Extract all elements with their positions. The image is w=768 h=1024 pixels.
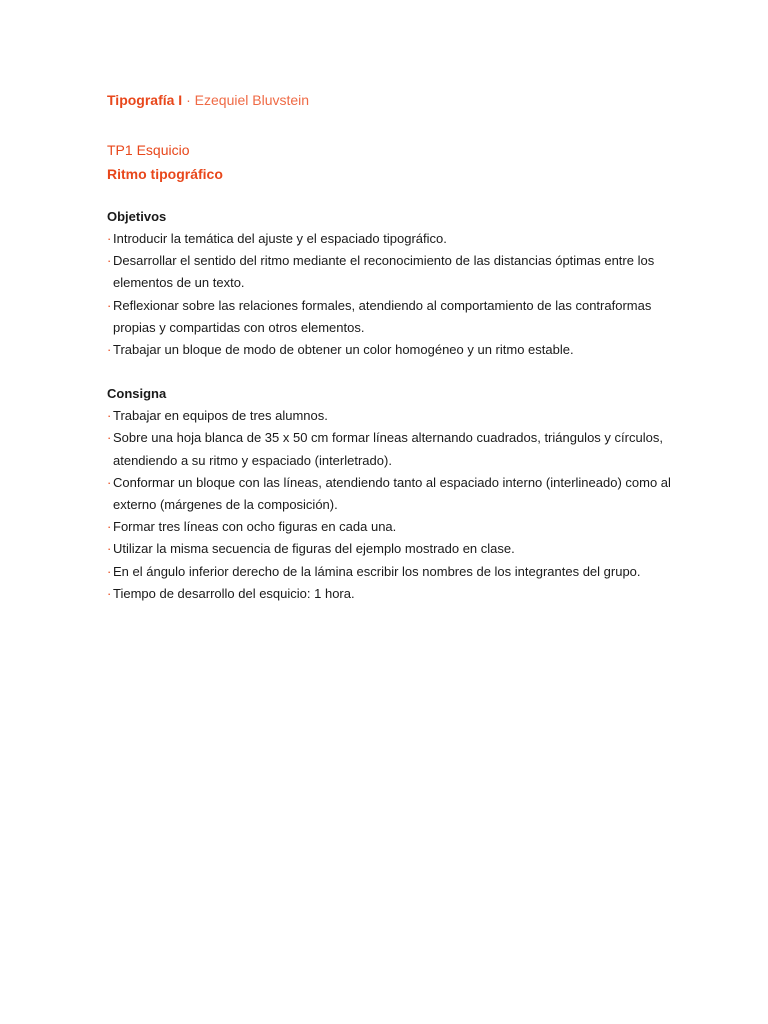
bullet-marker: · bbox=[107, 585, 112, 601]
list-item-text: Introducir la temática del ajuste y el espaciado tipográfico. bbox=[113, 231, 447, 246]
list-item bbox=[107, 472, 677, 516]
list-item-text: Trabajar en equipos de tres alumnos. bbox=[113, 408, 328, 424]
list-item bbox=[107, 295, 677, 339]
bullet-marker: · bbox=[107, 519, 112, 535]
bullet-marker: · bbox=[107, 541, 112, 557]
bullet-marker: · bbox=[107, 342, 112, 358]
list-item bbox=[107, 228, 677, 250]
list-item-text: Formar tres líneas con ocho figuras en cada una. bbox=[113, 519, 397, 535]
bullet-marker: · bbox=[107, 408, 112, 424]
consigna-section bbox=[107, 383, 677, 605]
teacher-name: Ezequiel Bluvstein bbox=[194, 92, 310, 108]
list-item-text: Tiempo de desarrollo del esquicio: 1 hora. bbox=[113, 585, 355, 601]
list-item-text: En el ángulo inferior derecho de la lámina escribir los nombres de los integrantes del grupo. bbox=[113, 563, 641, 579]
bullet-marker: · bbox=[107, 430, 112, 446]
list-item-text: Trabajar un bloque de modo de obtener un color homogéneo y un ritmo estable. bbox=[113, 342, 574, 358]
list-item-text: Sobre una hoja blanca de 35 x 50 cm formar líneas alternando cuadrados, triángulos y círculos, atendiendo a su ritmo y espaciado (interletrado). bbox=[113, 430, 663, 468]
list-item bbox=[107, 538, 677, 560]
bullet-marker: · bbox=[107, 253, 112, 269]
bullet-marker: · bbox=[107, 297, 112, 313]
list-item bbox=[107, 339, 677, 361]
bullet-marker: · bbox=[107, 563, 112, 579]
list-item bbox=[107, 583, 677, 605]
list-item bbox=[107, 250, 677, 294]
assignment-title: Ritmo tipográfico bbox=[107, 166, 223, 182]
objetivos-title: Objetivos bbox=[107, 209, 167, 224]
list-item-text: Desarrollar el sentido del ritmo mediante el reconocimiento de las distancias óptimas entre los elementos de un texto. bbox=[113, 253, 655, 291]
header-separator: · bbox=[186, 92, 191, 108]
assignment-number: TP1 Esquicio bbox=[107, 142, 190, 158]
document-header bbox=[107, 90, 677, 110]
consigna-list bbox=[107, 405, 677, 605]
objetivos-list bbox=[107, 228, 677, 361]
document-page bbox=[107, 90, 677, 605]
list-item bbox=[107, 405, 677, 427]
course-name: Tipografía I bbox=[107, 92, 183, 108]
bullet-marker: · bbox=[107, 474, 112, 490]
list-item-text: Reflexionar sobre las relaciones formales, atendiendo al comportamiento de las contraformas propias y compartidas con otros elementos. bbox=[113, 297, 652, 335]
list-item bbox=[107, 516, 677, 538]
consigna-title: Consigna bbox=[107, 386, 167, 402]
bullet-marker: · bbox=[107, 231, 112, 246]
list-item-text: Utilizar la misma secuencia de figuras del ejemplo mostrado en clase. bbox=[113, 541, 515, 557]
list-item-text: Conformar un bloque con las líneas, atendiendo tanto al espaciado interno (interlineado) como al externo (márgenes de la composición). bbox=[113, 474, 671, 513]
list-item bbox=[107, 561, 677, 583]
list-item bbox=[107, 427, 677, 471]
objetivos-section bbox=[107, 206, 677, 361]
